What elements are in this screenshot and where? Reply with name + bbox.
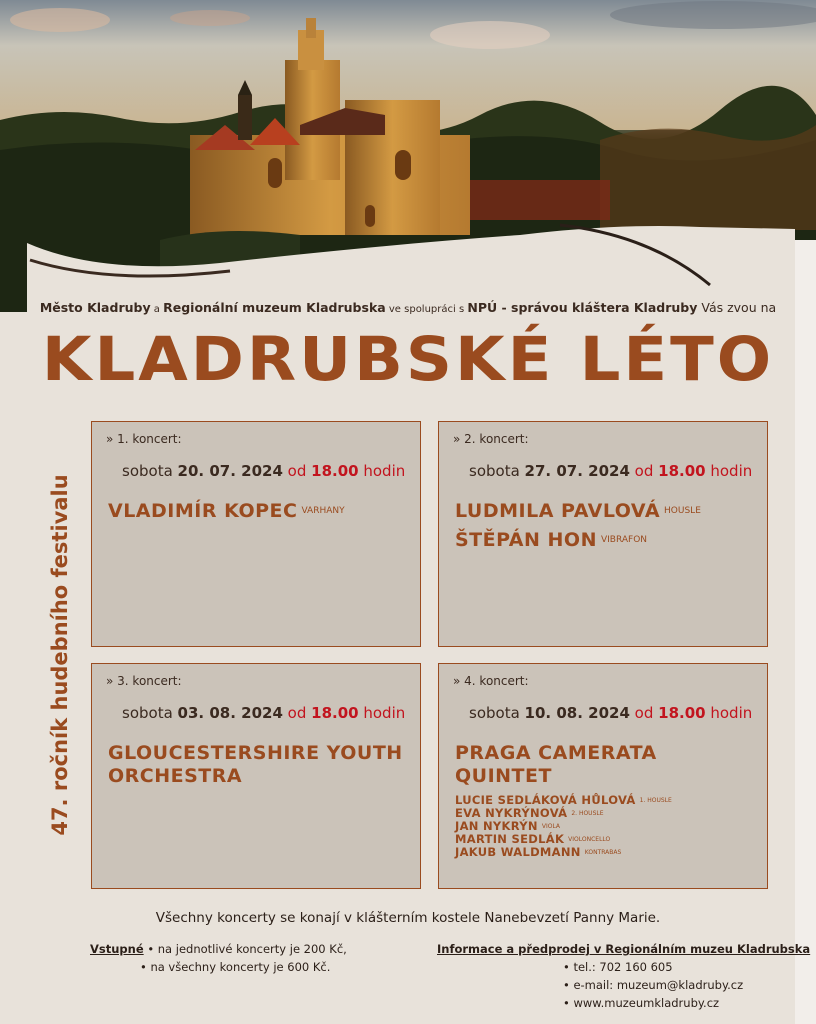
member-instrument: VIOLONCELLO [568,836,611,843]
concert-label: » 1. koncert: [106,432,182,446]
performer [108,742,408,788]
contact-website: • www.muzeumkladruby.cz [563,996,720,1010]
concert-time: 18.00 [311,462,359,480]
concert-hodin: hodin [705,462,753,480]
member-instrument: KONTRABAS [584,849,622,856]
contact-lines [563,958,810,1012]
performer-instrument: VARHANY [301,506,345,516]
member-name: LUCIE SEDLÁKOVÁ HŮLOVÁ [455,793,636,807]
intro-organizer-3: NPÚ - správou kláštera Kladruby [467,300,698,315]
concert-label: » 3. koncert: [106,674,182,688]
concert-date [469,704,752,722]
concert-day: sobota [469,704,525,722]
concert-hodin: hodin [358,704,406,722]
concert-date-value: 20. 07. 2024 [177,462,283,480]
performers [455,742,765,788]
admission-info [90,940,347,976]
performers [108,742,418,788]
performer [455,742,685,788]
concert-od: od [282,704,312,722]
vertical-subtitle-container [28,420,92,890]
concert-date-value: 10. 08. 2024 [524,704,630,722]
performer-name: LUDMILA PAVLOVÁ [455,500,661,522]
intro-line [0,300,816,315]
concert-card-2 [438,421,768,647]
concert-label: » 4. koncert: [453,674,529,688]
concert-date [122,704,405,722]
contact-info [437,940,810,1012]
performer-name: ŠTĚPÁN HON [455,529,597,551]
member-name: JAN NYKRÝN [455,819,538,833]
performer-name: GLOUCESTERSHIRE YOUTH ORCHESTRA [108,742,403,787]
concert-card-1 [91,421,421,647]
member-instrument: 2. HOUSLE [571,810,604,817]
admission-single: • na jednotlivé koncerty je 200 Kč, [147,942,347,956]
intro-end: Vás zvou na [697,300,777,315]
admission-all: • na všechny koncerty je 600 Kč. [140,960,331,974]
concert-hodin: hodin [358,462,406,480]
performer [455,500,765,523]
concert-date [469,462,752,480]
concert-od: od [282,462,312,480]
concert-od: od [629,704,659,722]
performers [108,500,418,523]
concert-date [122,462,405,480]
concert-card-3 [91,663,421,889]
concert-date-value: 03. 08. 2024 [177,704,283,722]
concert-day: sobota [122,462,178,480]
concert-date-value: 27. 07. 2024 [524,462,630,480]
vertical-subtitle: 47. ročník hudebního festivalu [48,474,72,836]
intro-connector: a [150,304,164,315]
member-instrument: 1. HOUSLE [639,797,672,804]
concert-day: sobota [469,462,525,480]
performers [455,500,765,552]
concert-hodin: hodin [705,704,753,722]
concert-od: od [629,462,659,480]
member [455,846,672,859]
intro-connector-2: ve spolupráci s [385,304,468,315]
performer-instrument: HOUSLE [664,506,701,516]
admission-label: Vstupné [90,942,144,956]
ensemble-members [455,794,672,859]
performer-name: VLADIMÍR KOPEC [108,500,298,522]
performer [108,500,418,523]
festival-title: KLADRUBSKÉ LÉTO [41,324,775,396]
concert-label: » 2. koncert: [453,432,529,446]
intro-organizer-1: Město Kladruby [39,300,151,315]
contact-heading: Informace a předprodej v Regionálním muzeu Kladrubska [437,942,811,956]
member-name: MARTIN SEDLÁK [455,832,565,846]
contact-phone: • tel.: 702 160 605 [563,960,673,974]
performer [455,529,765,552]
concert-time: 18.00 [658,704,706,722]
member-name: EVA NYKRÝNOVÁ [455,806,568,820]
performer-instrument: VIBRAFON [600,535,648,545]
concert-time: 18.00 [658,462,706,480]
member-instrument: VIOLA [541,823,561,830]
contact-email: • e-mail: muzeum@kladruby.cz [563,978,744,992]
intro-organizer-2: Regionální muzeum Kladrubska [163,300,386,315]
member-name: JAKUB WALDMANN [455,845,581,859]
performer-name: PRAGA CAMERATA QUINTET [455,742,657,787]
venue-note: Všechny koncerty se konají v klášterním kostele Nanebevzetí Panny Marie. [155,910,661,926]
concert-card-4 [438,663,768,889]
concert-day: sobota [122,704,178,722]
concert-time: 18.00 [311,704,359,722]
